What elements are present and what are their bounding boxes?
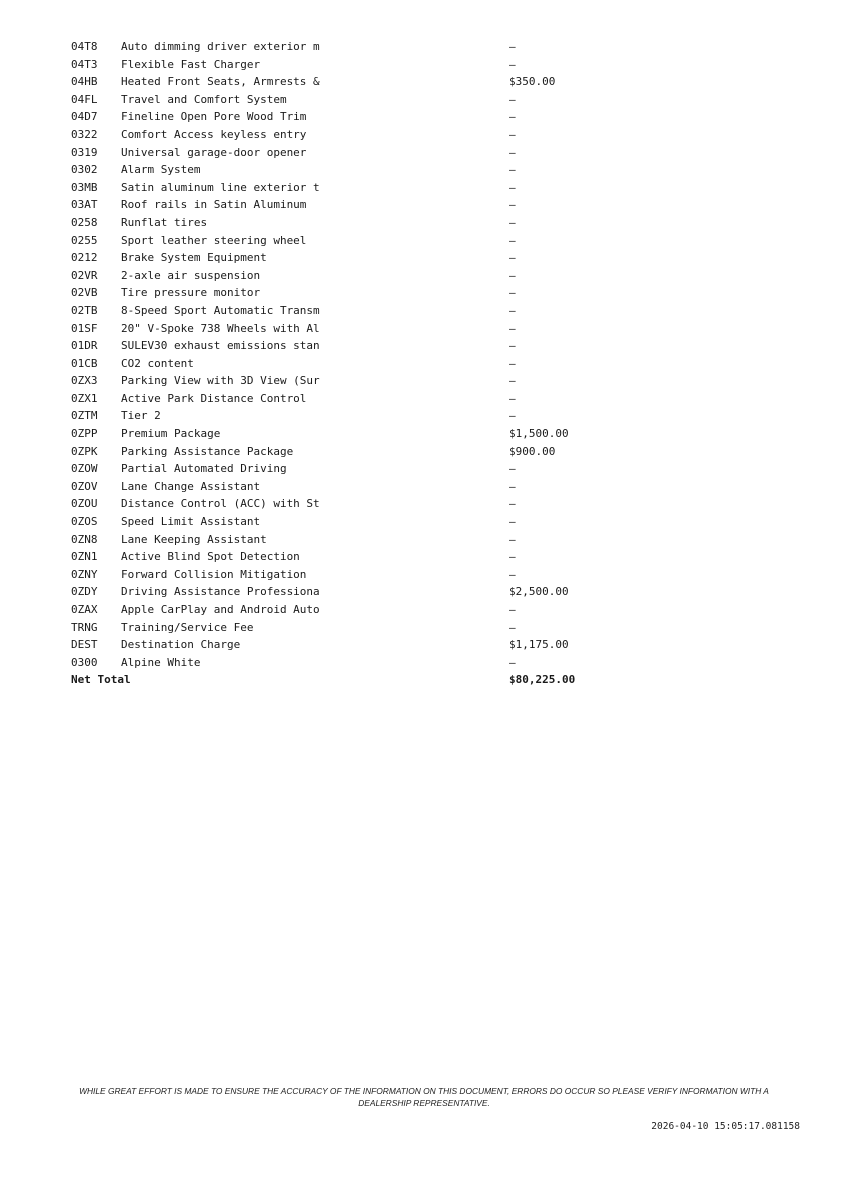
- option-code: 01SF: [71, 321, 98, 335]
- option-price: $1,175.00: [509, 638, 569, 652]
- option-description: Satin aluminum line exterior t: [121, 180, 320, 194]
- option-row: [71, 407, 691, 425]
- option-code: 04FL: [71, 92, 98, 106]
- option-code: 0ZTM: [71, 409, 98, 423]
- option-price: —: [509, 567, 516, 581]
- option-price: —: [509, 603, 516, 616]
- option-price: —: [509, 233, 516, 247]
- option-description: Flexible Fast Charger: [121, 57, 261, 71]
- option-price: —: [509, 268, 516, 282]
- option-row: [71, 284, 691, 302]
- option-row: [71, 126, 691, 144]
- option-price: —: [509, 286, 516, 300]
- option-code: DEST: [71, 638, 98, 652]
- option-price: $2,500.00: [509, 585, 569, 599]
- option-code: 02VR: [71, 268, 98, 282]
- option-code: 0322: [71, 127, 98, 141]
- option-code: 0ZN1: [71, 550, 98, 564]
- option-code: TRNG: [71, 620, 98, 634]
- option-description: Lane Change Assistant: [121, 479, 261, 493]
- option-row: [71, 232, 691, 250]
- option-code: 01CB: [71, 356, 98, 370]
- option-description: Active Blind Spot Detection: [121, 550, 300, 564]
- option-description: Forward Collision Mitigation: [121, 567, 307, 581]
- option-row: [71, 583, 691, 601]
- option-row: [71, 601, 691, 619]
- option-description: Fineline Open Pore Wood Trim: [121, 110, 307, 124]
- option-description: Parking Assistance Package: [121, 444, 294, 458]
- option-row: [71, 56, 691, 74]
- option-row: [71, 144, 691, 162]
- option-description: Speed Limit Assistant: [121, 515, 261, 529]
- option-row: [71, 196, 691, 214]
- option-description: 20" V-Spoke 738 Wheels with Al: [121, 321, 320, 335]
- option-row: [71, 566, 691, 584]
- option-description: Universal garage-door opener: [121, 145, 307, 159]
- option-code: 0ZAX: [71, 603, 98, 616]
- option-price: $1,500.00: [509, 427, 569, 441]
- option-code: 0258: [71, 215, 98, 229]
- option-price: —: [509, 110, 516, 124]
- option-description: Partial Automated Driving: [121, 462, 287, 476]
- option-row: [71, 38, 691, 56]
- option-code: 0ZOW: [71, 462, 98, 476]
- option-description: Runflat tires: [121, 215, 208, 229]
- option-price: —: [509, 550, 516, 564]
- option-code: 03MB: [71, 180, 98, 194]
- option-row: [71, 337, 691, 355]
- option-code: 0ZOV: [71, 479, 98, 493]
- option-price: —: [509, 127, 516, 141]
- option-price: —: [509, 532, 516, 546]
- option-description: SULEV30 exhaust emissions stan: [121, 339, 320, 353]
- option-price: $900.00: [509, 444, 556, 458]
- option-code: 0ZNY: [71, 567, 98, 581]
- option-price: —: [509, 40, 516, 53]
- option-code: 03AT: [71, 198, 98, 212]
- option-price: —: [509, 497, 516, 511]
- option-description: Distance Control (ACC) with St: [121, 497, 320, 511]
- option-price: —: [509, 356, 516, 370]
- option-row: [71, 654, 691, 672]
- option-description: Sport leather steering wheel: [121, 233, 307, 247]
- option-description: 2-axle air suspension: [121, 268, 261, 282]
- option-row: [71, 390, 691, 408]
- option-code: 0ZPK: [71, 444, 98, 458]
- option-code: 0ZPP: [71, 427, 98, 441]
- option-price: —: [509, 515, 516, 529]
- option-code: 04T8: [71, 40, 98, 53]
- option-row: [71, 425, 691, 443]
- net-total-label: Net Total: [71, 673, 131, 687]
- option-price: —: [509, 303, 516, 317]
- option-description: 8-Speed Sport Automatic Transm: [121, 303, 320, 317]
- option-description: Apple CarPlay and Android Auto: [121, 603, 320, 616]
- option-description: Alarm System: [121, 163, 201, 177]
- option-price: —: [509, 145, 516, 159]
- option-code: 0ZX3: [71, 374, 98, 388]
- option-code: 0302: [71, 163, 98, 177]
- option-row: [71, 478, 691, 496]
- option-price: —: [509, 479, 516, 493]
- option-description: Comfort Access keyless entry: [121, 127, 307, 141]
- option-description: Tire pressure monitor: [121, 286, 261, 300]
- option-row: [71, 619, 691, 637]
- option-price: —: [509, 339, 516, 353]
- option-description: Parking View with 3D View (Sur: [121, 374, 320, 388]
- option-price: —: [509, 655, 516, 669]
- option-description: Roof rails in Satin Aluminum: [121, 198, 307, 212]
- option-row: [71, 372, 691, 390]
- net-total-row: [71, 671, 691, 689]
- option-code: 02VB: [71, 286, 98, 300]
- option-code: 0212: [71, 251, 98, 265]
- option-price: —: [509, 92, 516, 106]
- option-description: Driving Assistance Professiona: [121, 585, 320, 599]
- option-price: —: [509, 620, 516, 634]
- disclaimer-text: WHILE GREAT EFFORT IS MADE TO ENSURE THE ACCURACY OF THE INFORMATION ON THIS DOCUMENT, ERRORS DO OCCUR SO PLEASE VERIFY INFORMATION WITH A DEALERSHIP REPRESENTATIVE.: [79, 1086, 769, 1108]
- option-code: 0319: [71, 145, 98, 159]
- option-code: 04D7: [71, 110, 98, 124]
- option-row: [71, 267, 691, 285]
- option-row: [71, 73, 691, 91]
- option-code: 0ZN8: [71, 532, 98, 546]
- option-code: 0300: [71, 655, 98, 669]
- option-price: —: [509, 391, 516, 405]
- option-code: 0ZOU: [71, 497, 98, 511]
- option-row: [71, 495, 691, 513]
- option-code: 04T3: [71, 57, 98, 71]
- option-price: —: [509, 321, 516, 335]
- option-code: 01DR: [71, 339, 98, 353]
- options-list: [71, 38, 691, 689]
- option-row: [71, 214, 691, 232]
- option-description: Auto dimming driver exterior m: [121, 40, 320, 53]
- option-row: [71, 636, 691, 654]
- option-code: 0255: [71, 233, 98, 247]
- option-row: [71, 460, 691, 478]
- option-row: [71, 108, 691, 126]
- option-description: Training/Service Fee: [121, 620, 254, 634]
- option-row: [71, 320, 691, 338]
- option-description: CO2 content: [121, 356, 194, 370]
- option-code: 04HB: [71, 75, 98, 89]
- option-row: [71, 513, 691, 531]
- option-price: —: [509, 374, 516, 388]
- option-code: 02TB: [71, 303, 98, 317]
- option-price: $350.00: [509, 75, 556, 89]
- option-code: 0ZDY: [71, 585, 98, 599]
- option-price: —: [509, 163, 516, 177]
- option-price: —: [509, 462, 516, 476]
- option-row: [71, 91, 691, 109]
- option-code: 0ZX1: [71, 391, 98, 405]
- option-price: —: [509, 57, 516, 71]
- option-price: —: [509, 180, 516, 194]
- option-code: 0ZOS: [71, 515, 98, 529]
- option-description: Alpine White: [121, 655, 201, 669]
- option-price: —: [509, 215, 516, 229]
- option-price: —: [509, 251, 516, 265]
- option-row: [71, 355, 691, 373]
- option-description: Premium Package: [121, 427, 221, 441]
- option-description: Brake System Equipment: [121, 251, 267, 265]
- option-row: [71, 443, 691, 461]
- option-description: Travel and Comfort System: [121, 92, 287, 106]
- option-row: [71, 249, 691, 267]
- option-description: Tier 2: [121, 409, 161, 423]
- option-description: Destination Charge: [121, 638, 241, 652]
- print-timestamp: 2026-04-10 15:05:17.081158: [651, 1121, 800, 1132]
- net-total-value: $80,225.00: [509, 673, 576, 687]
- option-row: [71, 531, 691, 549]
- option-description: Lane Keeping Assistant: [121, 532, 267, 546]
- option-description: Heated Front Seats, Armrests &: [121, 75, 320, 89]
- option-row: [71, 179, 691, 197]
- option-row: [71, 302, 691, 320]
- option-row: [71, 548, 691, 566]
- option-description: Active Park Distance Control: [121, 391, 307, 405]
- option-price: —: [509, 198, 516, 212]
- option-price: —: [509, 409, 516, 423]
- option-row: [71, 161, 691, 179]
